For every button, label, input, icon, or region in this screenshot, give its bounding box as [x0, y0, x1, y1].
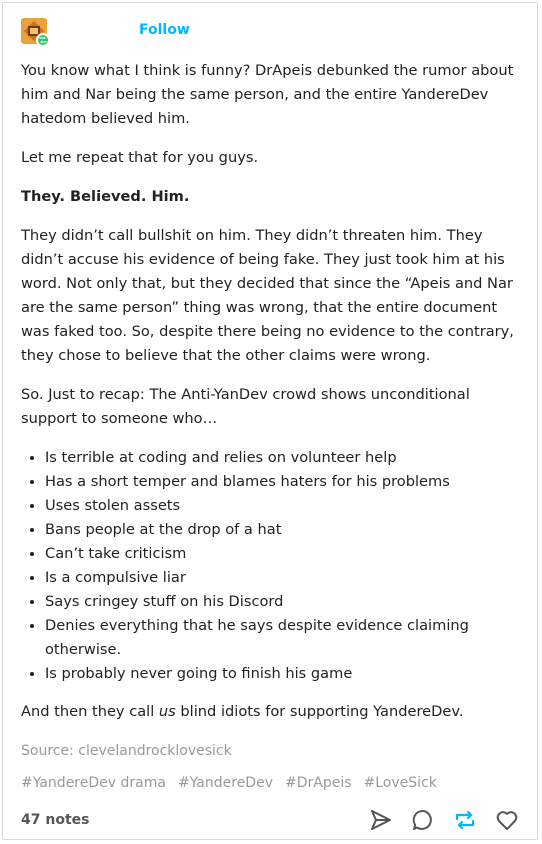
closing-emphasis: us	[158, 703, 176, 720]
post-card	[2, 2, 538, 840]
post-header	[21, 15, 190, 47]
closing-text-end: blind idiots for supporting YandereDev.	[175, 703, 464, 720]
paragraph-3: They. Believed. Him.	[21, 188, 190, 205]
notes-count[interactable]: 47 notes	[21, 812, 90, 828]
list-item: • Uses stolen assets	[45, 494, 523, 518]
tag[interactable]: #YandereDev drama	[21, 775, 166, 791]
post-body	[21, 59, 523, 778]
list-item: • Is terrible at coding and relies on volunteer help	[45, 446, 523, 470]
share-icon[interactable]	[369, 808, 393, 832]
tag[interactable]: #DrApeis	[284, 775, 352, 791]
closing-text-start: And then they call	[21, 703, 159, 720]
list-item: • Denies everything that he says despite evidence claiming otherwise.	[45, 614, 523, 662]
tag-list	[21, 775, 437, 791]
paragraph-5: So. Just to recap: The Anti-YanDev crowd shows unconditional support to someone who…	[21, 386, 470, 427]
list-item: • Can’t take criticism	[45, 542, 523, 566]
paragraph-1: You know what I think is funny? DrApeis debunked the rumor about him and Nar being the same person, and the entire YandereDev hatedom believed him.	[21, 62, 514, 127]
list-item: • Is probably never going to finish his game	[45, 662, 523, 686]
list-item: • Has a short temper and blames haters for his problems	[45, 470, 523, 494]
tag[interactable]: #YandereDev	[177, 775, 273, 791]
list-item: • Is a compulsive liar	[45, 566, 523, 590]
paragraph-4: They didn’t call bullshit on him. They didn’t threaten him. They didn’t accuse his evidence of being fake. They just took him at his word. Not only that, but they decided that since the “Apeis and Nar are the same person” thing was wrong, that the entire document was faked too. So, despite there being no evidence to the contrary, they chose to believe that the other claims were wrong.	[21, 227, 514, 364]
list-item: • Says cringey stuff on his Discord	[45, 590, 523, 614]
reblog-badge-icon	[36, 33, 50, 47]
list-item: • Bans people at the drop of a hat	[45, 518, 523, 542]
reblog-icon[interactable]	[453, 808, 477, 832]
source-link[interactable]: Source: clevelandrocklovesick	[21, 743, 232, 759]
bullet-list	[21, 446, 523, 686]
paragraph-2: Let me repeat that for you guys.	[21, 149, 259, 166]
avatar[interactable]	[21, 18, 47, 44]
action-bar	[369, 808, 519, 832]
post-footer	[21, 805, 519, 835]
heart-icon[interactable]	[495, 808, 519, 832]
reply-icon[interactable]	[411, 808, 435, 832]
closing-paragraph	[21, 700, 523, 724]
tag[interactable]: #LoveSick	[363, 775, 437, 791]
follow-button[interactable]: Follow	[139, 22, 190, 38]
